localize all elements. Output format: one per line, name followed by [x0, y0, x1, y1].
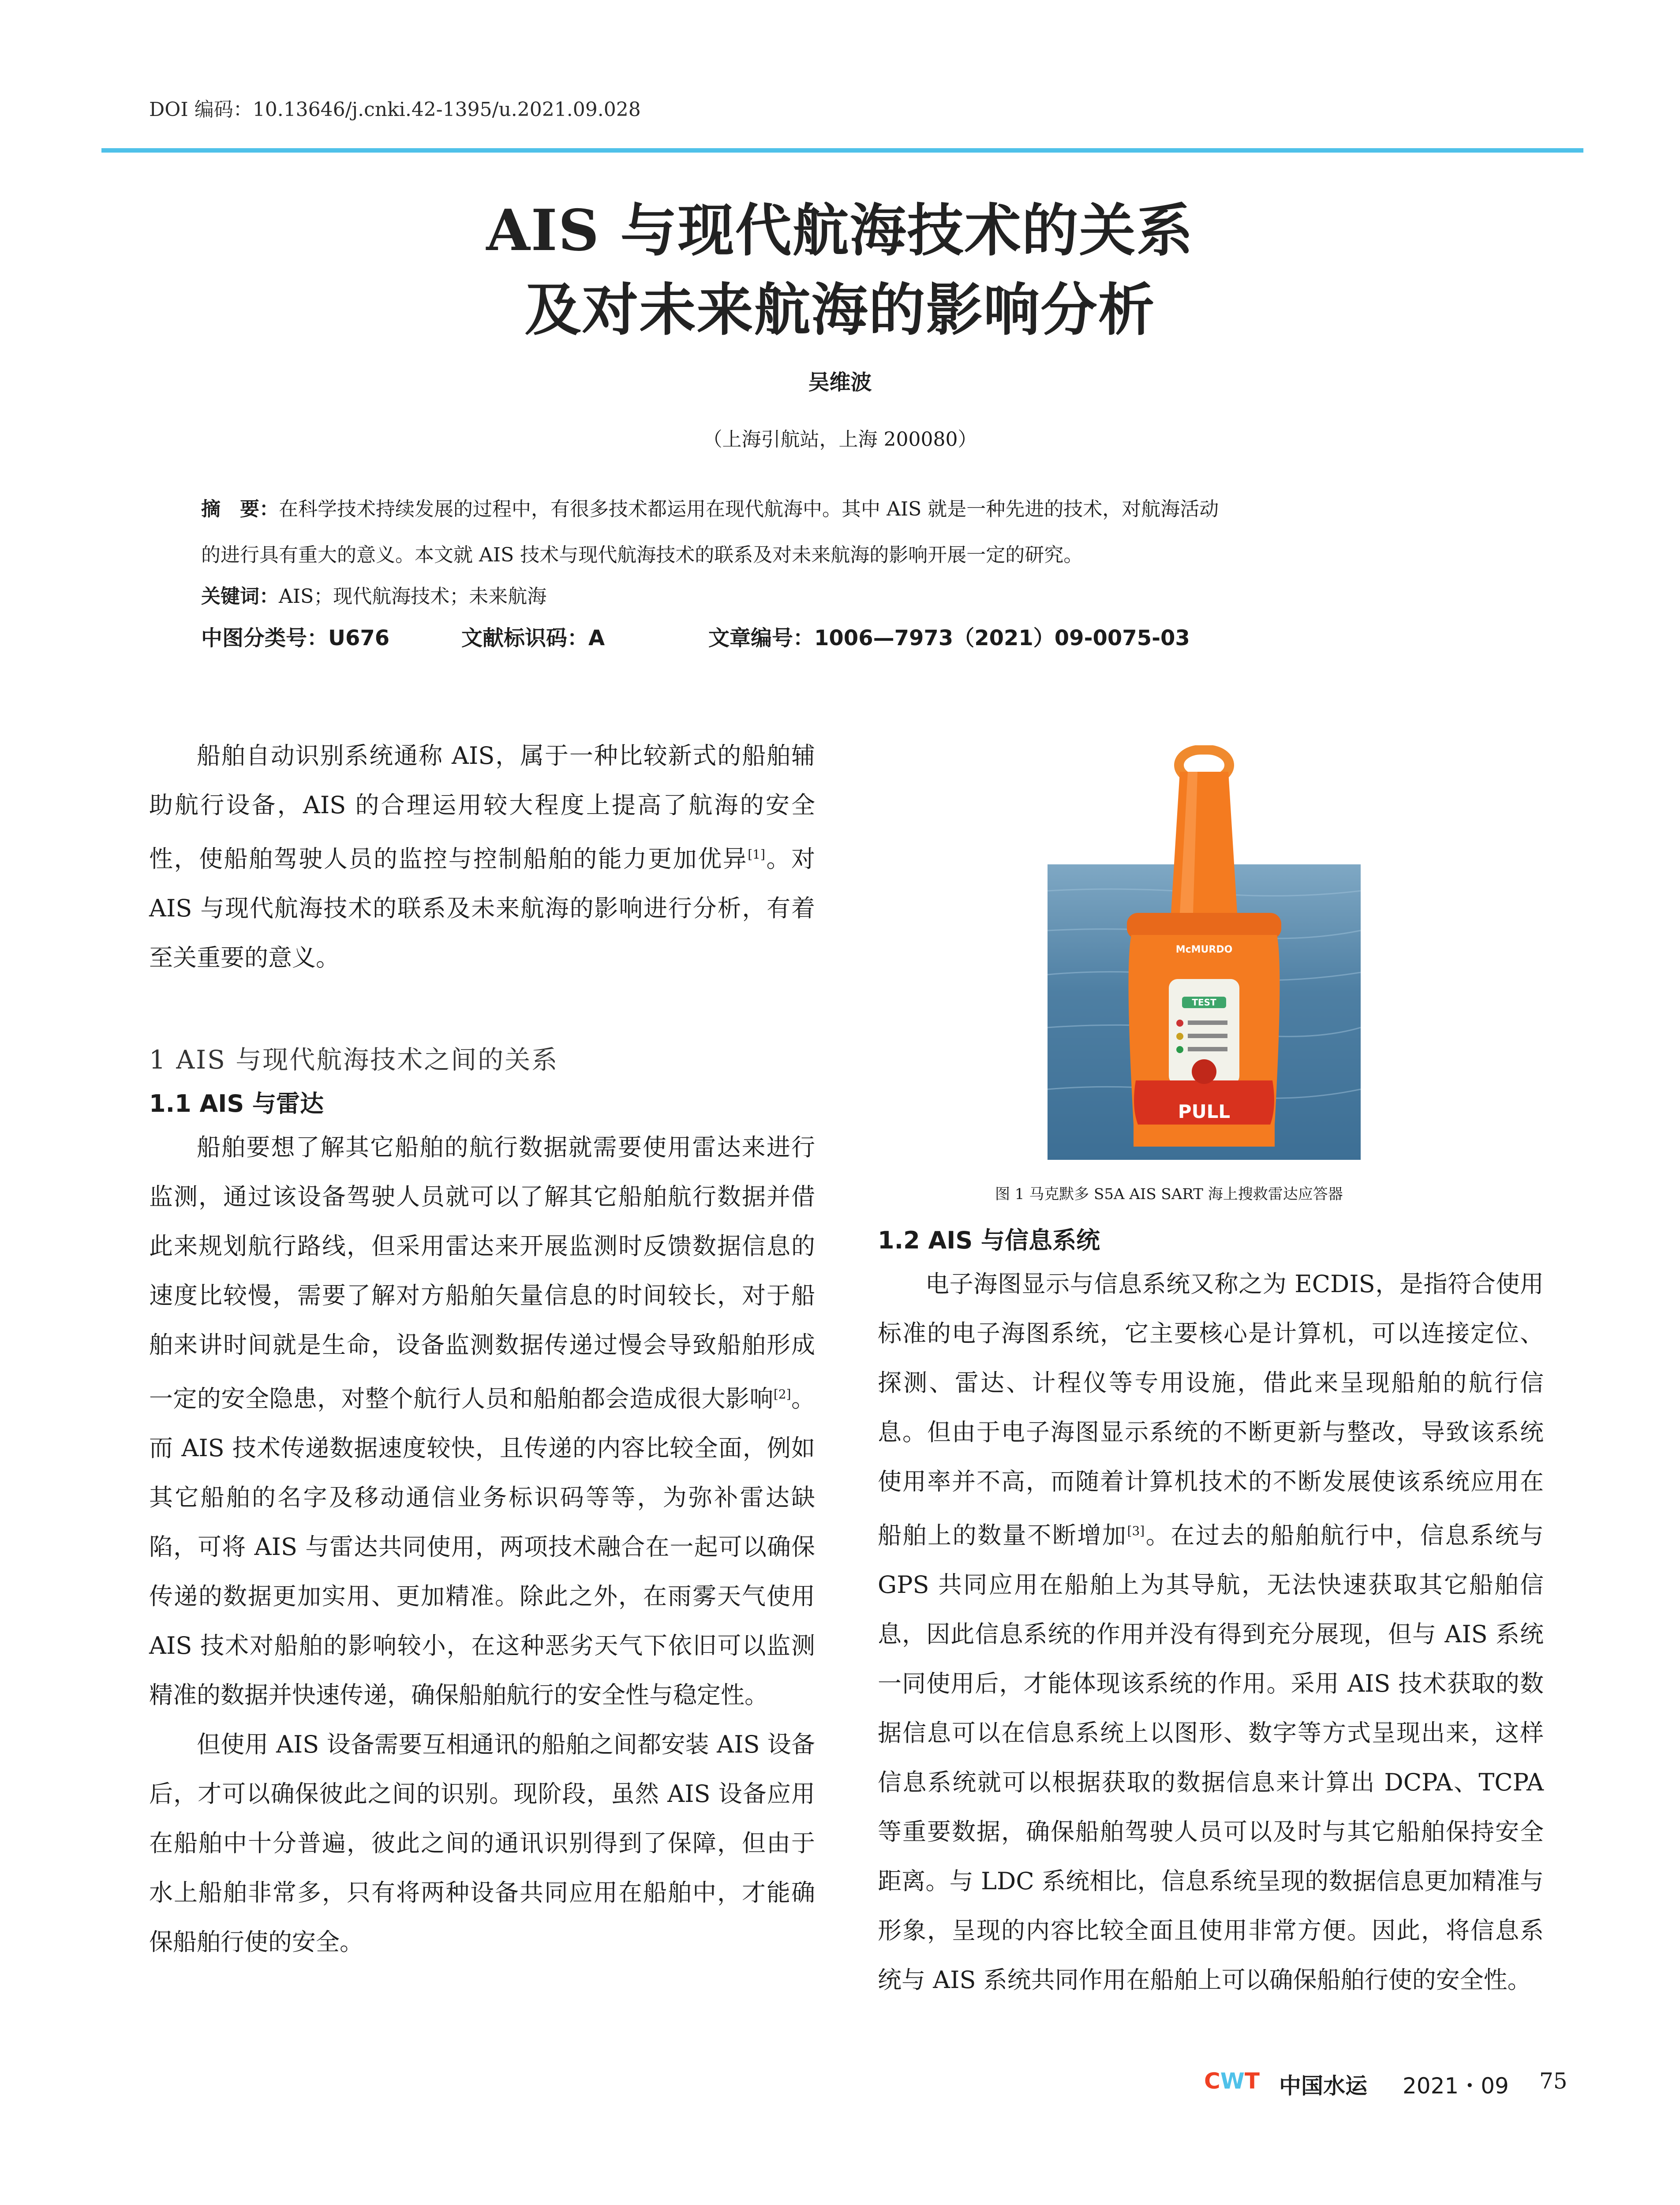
header-rule — [101, 148, 1583, 153]
sart-device-illustration — [1048, 745, 1361, 1160]
p2-text: 但使用 AIS 设备需要互相通讯的船舶之间都安装 AIS 设备后，才可以确保彼此之间的识别。现阶段，虽然 AIS 设备应用在船舶中十分普遍，彼此之间的通讯识别得到了保障，但由于水上船舶非常多，只有将两种设备共同应用在船舶中，才能确保船舶行使的安全。 — [149, 1730, 815, 1956]
figure-ais-sart — [1048, 745, 1361, 1160]
p1-text: 船舶要想了解其它船舶的航行数据就需要使用雷达来进行监测，通过该设备驾驶人员就可以了解其它船舶航行数据并借此来规划航行路线，但采用雷达来开展监测时反馈数据信息的速度比较慢，需要了解对方船舶矢量信息的时间较长，对于船舶来讲时间就是生命，设备监测数据传递过慢会导致船舶形成一定的安全隐患，对整个航行人员和船舶都会造成很大影响 — [149, 1133, 815, 1413]
article-number: 文章编号：1006—7973（2021）09-0075-03 — [708, 626, 1190, 650]
p3-text: 电子海图显示与信息系统又称之为 ECDIS，是指符合使用标准的电子海图系统，它主要核心是计算机，可以连接定位、探测、雷达、计程仪等专用设施，借此来呈现船舶的航行信息。但由于电子海图显示系统的不断更新与整改，导致该系统使用率并不高，而随着计算机技术的不断发展使该系统应用在船舶上的数量不断增加 — [878, 1270, 1544, 1549]
magazine-name: 中国水运 — [1279, 2073, 1367, 2099]
radar-paragraphs — [149, 1123, 815, 1967]
ref-3: [3] — [1127, 1524, 1145, 1538]
document-code: 文献标识码：A — [461, 626, 605, 650]
affiliation: （上海引航站，上海 200080） — [703, 428, 977, 451]
p1-tail: 。而 AIS 技术传递数据速度较快，且传递的内容比较全面，例如其它船舶的名字及移动通信业务标识码等等，为弥补雷达缺陷，可将 AIS 与雷达共同使用，两项技术融合在一起可以确保传递的数据更加实用、更加精准。除此之外，在雨雾天气使用 AIS 技术对船舶的影响较小，在这种恶劣天气下依旧可以监测精准的数据并快速传递，确保船舶航行的安全性与稳定性。 — [149, 1385, 816, 1709]
figure-caption: 图 1 马克默多 S5A AIS SART 海上搜救雷达应答器 — [995, 1185, 1343, 1203]
page-number: 75 — [1539, 2068, 1568, 2094]
intro-tail: 。对 AIS 与现代航海技术的联系及未来航海的影响进行分析，有着至关重要的意义。 — [149, 845, 816, 972]
keywords-line — [201, 580, 546, 609]
keywords-label: 关键词： — [201, 585, 279, 608]
clc-number: 中图分类号：U676 — [201, 626, 390, 650]
author-name: 吴维波 — [808, 370, 872, 395]
intro-text: 船舶自动识别系统通称 AIS，属于一种比较新式的船舶辅助航行设备，AIS 的合理运用较大程度上提高了航海的安全性，使船舶驾驶人员的监控与控制船舶的能力更加优异 — [149, 742, 815, 873]
ref-2: [2] — [773, 1387, 791, 1401]
section-1-1-heading: 1.1 AIS 与雷达 — [149, 1090, 324, 1117]
doi-line: DOI 编码：10.13646/j.cnki.42-1395/u.2021.09.028 — [149, 98, 641, 121]
issue-date: 2021・09 — [1403, 2073, 1509, 2099]
keywords-text: AIS；现代航海技术；未来航海 — [279, 585, 547, 608]
cwt-logo: CWT — [1204, 2068, 1260, 2094]
abstract-text-2: 的进行具有重大的意义。本文就 AIS 技术与现代航海技术的联系及对未来航海的影响开展一定的研究。 — [201, 544, 1083, 566]
abstract-text-1: 在科学技术持续发展的过程中，有很多技术都运用在现代航海中。其中 AIS 就是一种先进的技术，对航海活动 — [279, 498, 1219, 520]
article-title-line-1: AIS 与现代航海技术的关系 — [486, 198, 1194, 264]
abstract-line-1 — [201, 493, 1219, 521]
ref-1: [1] — [748, 847, 765, 862]
section-1-heading: 1 AIS 与现代航海技术之间的关系 — [149, 1045, 559, 1075]
brand-label: McMURDO — [1175, 944, 1233, 955]
article-title-line-2: 及对未来航海的影响分析 — [524, 277, 1156, 343]
abstract-label: 摘 要： — [201, 498, 279, 520]
ecdis-paragraph — [878, 1259, 1544, 2005]
pull-label: PULL — [1178, 1101, 1231, 1122]
section-1-2-heading: 1.2 AIS 与信息系统 — [878, 1226, 1100, 1254]
test-label: TEST — [1192, 997, 1216, 1008]
intro-paragraph — [149, 731, 815, 983]
p3-tail: 。在过去的船舶航行中，信息系统与 GPS 共同应用在船舶上为其导航，无法快速获取其它船舶信息，因此信息系统的作用并没有得到充分展现，但与 AIS 系统一同使用后，才能体现该系统的作用。采用 AIS 技术获取的数据信息可以在信息系统上以图形、数字等方式呈现出来，这样信息系统就可以根据获取的数据信息来计算出 DCPA、TCPA 等重要数据，确保船舶驾驶人员可以及时与其它船舶保持安全距离。与 LDC 系统相比，信息系统呈现的数据信息更加精准与形象，呈现的内容比较全面且使用非常方便。因此，将信息系统与 AIS 系统共同作用在船舶上可以确保船舶行使的安全性。 — [878, 1521, 1544, 1994]
